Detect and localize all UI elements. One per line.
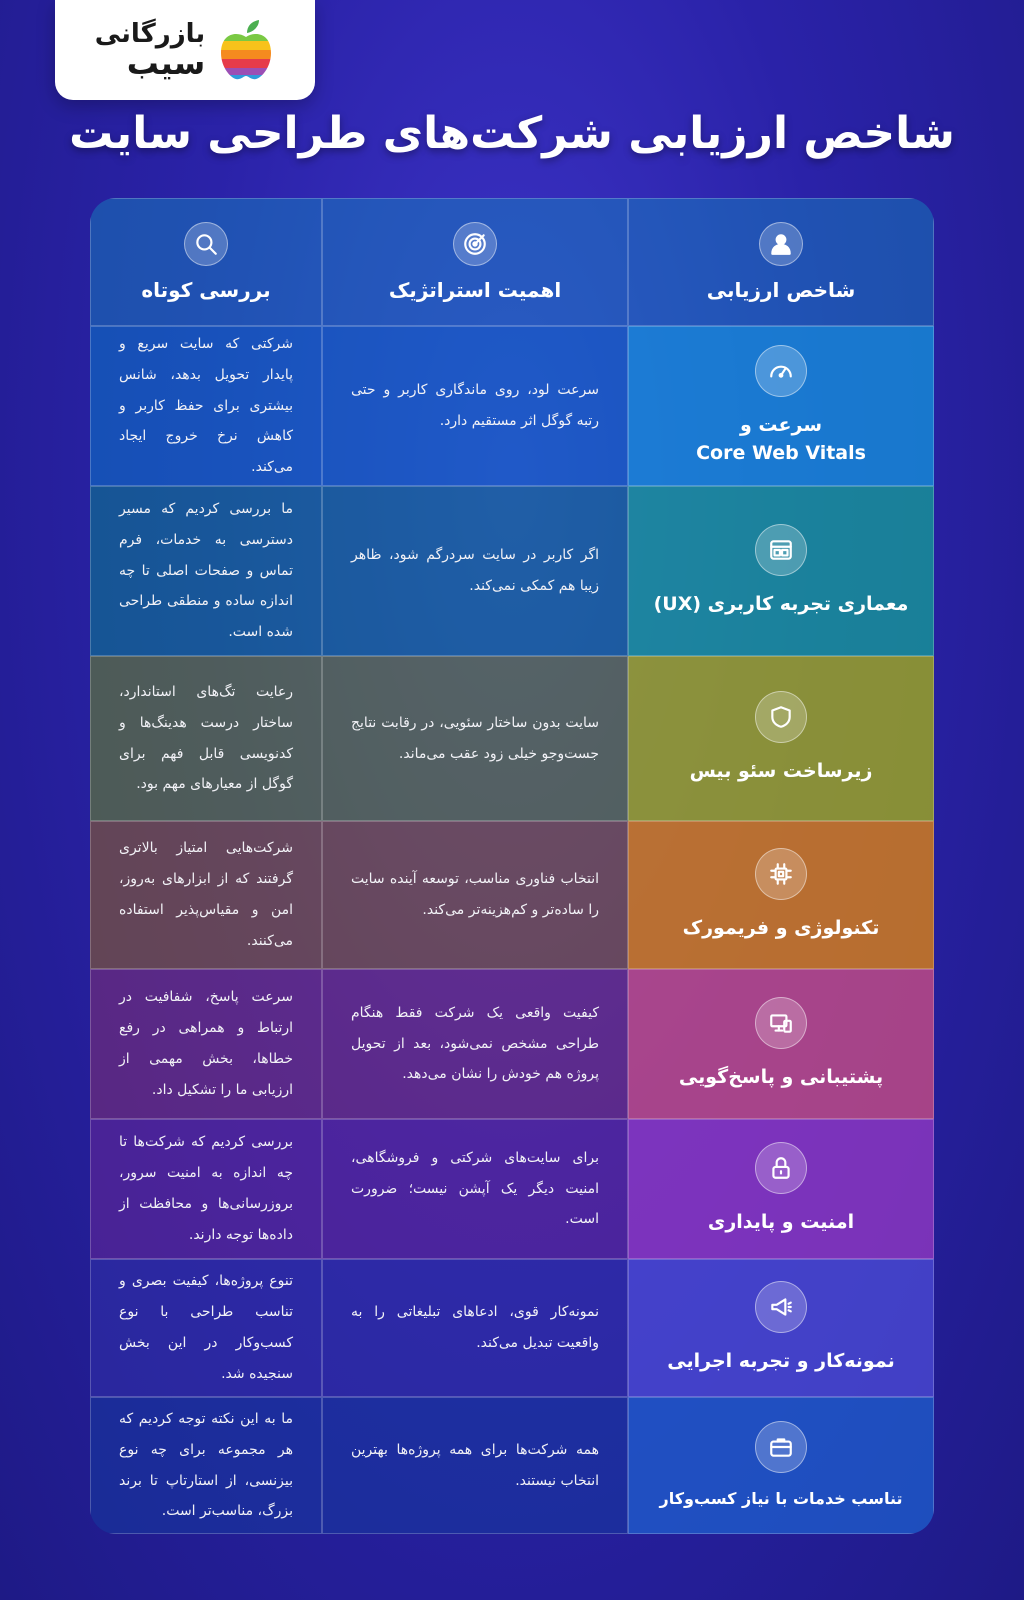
criterion-tech — [628, 821, 934, 969]
review-text: بررسی کردیم که شرکت‌ها تا چه اندازه به امنیت سرور، بروزرسانی‌ها و محافظت از داده‌ها توجه دارند. — [119, 1134, 293, 1243]
review-text: ما بررسی کردیم که مسیر دسترسی به خدمات، فرم تماس و صفحات اصلی تا چه اندازه ساده و منطقی طراحی شده است. — [119, 501, 293, 641]
importance-text: کیفیت واقعی یک شرکت فقط هنگام طراحی مشخص نمی‌شود، بعد از تحویل پروژه هم خودش را نشان می‌دهد. — [351, 1004, 599, 1083]
review-text: شرکت‌هایی امتیاز بالاتری گرفتند که از ابزارهای به‌روز، امن و مقیاس‌پذیر استفاده می‌کنند. — [119, 840, 293, 949]
brand-name-line2: سیب — [126, 44, 206, 82]
header-criterion-label: شاخص ارزیابی — [706, 278, 856, 302]
criterion-portfolio — [628, 1259, 934, 1397]
review-cell — [90, 1119, 322, 1259]
importance-text: سرعت لود، روی ماندگاری کاربر و حتی رتبه گوگل اثر مستقیم دارد. — [351, 382, 599, 429]
review-cell — [90, 656, 322, 821]
review-text: رعایت تگ‌های استاندارد، ساختار درست هدینگ‌ها و کدنویسی قابل فهم برای گوگل از معیارهای مهم بود. — [119, 683, 293, 793]
criterion-label: زیرساخت سئو بیس — [689, 760, 873, 783]
importance-cell — [322, 326, 628, 486]
criterion-security — [628, 1119, 934, 1259]
criterion-label: پشتیبانی و پاسخ‌گویی — [678, 1065, 884, 1088]
lock-icon — [755, 1142, 807, 1194]
page-title: شاخص ارزیابی شرکت‌های طراحی سایت — [69, 108, 955, 159]
header-review-label: بررسی کوتاه — [141, 278, 271, 302]
importance-cell — [322, 821, 628, 969]
criterion-label: سرعت و Core Web Vitals — [696, 413, 866, 464]
brand-name — [94, 19, 206, 82]
criterion-label: تناسب خدمات با نیاز کسب‌وکار — [659, 1488, 903, 1508]
review-cell — [90, 821, 322, 969]
chip-icon — [755, 848, 807, 900]
shield-icon — [755, 691, 807, 743]
header-importance-label: اهمیت استراتژیک — [388, 278, 562, 302]
review-cell — [90, 969, 322, 1119]
speedometer-icon — [755, 345, 807, 397]
review-text: سرعت پاسخ، شفافیت در ارتباط و همراهی در رفع خطاها، بخش مهمی از ارزیابی ما را تشکیل داد. — [119, 989, 293, 1098]
target-icon — [453, 222, 497, 266]
importance-text: برای سایت‌های شرکتی و فروشگاهی، امنیت دیگر یک آپشن نیست؛ ضرورت است. — [351, 1149, 599, 1228]
review-cell — [90, 1259, 322, 1397]
criterion-label: معماری تجربه کاربری (UX) — [653, 592, 909, 615]
header-importance — [322, 198, 628, 326]
megaphone-icon — [755, 1281, 807, 1333]
header-criterion — [628, 198, 934, 326]
criterion-ux — [628, 486, 934, 656]
criterion-label: نمونه‌کار و تجربه اجرایی — [667, 1349, 895, 1372]
review-text: تنوع پروژه‌ها، کیفیت بصری و تناسب طراحی با نوع کسب‌وکار در این بخش سنجیده شد. — [119, 1273, 293, 1382]
review-cell — [90, 1397, 322, 1534]
importance-cell — [322, 656, 628, 821]
importance-text: اگر کاربر در سایت سردرگم شود، ظاهر زیبا هم کمکی نمی‌کند. — [351, 547, 599, 594]
review-cell — [90, 326, 322, 486]
criterion-seo — [628, 656, 934, 821]
review-text: شرکتی که سایت سریع و پایدار تحویل بدهد، شانس بیشتری برای حفظ کاربر و کاهش نرخ خروج ایجاد می‌کند. — [119, 336, 293, 476]
criterion-speed — [628, 326, 934, 486]
header-review — [90, 198, 322, 326]
importance-text: سایت بدون ساختار سئویی، در رقابت نتایج جست‌وجو خیلی زود عقب می‌ماند. — [351, 714, 599, 762]
evaluation-table — [90, 198, 934, 1534]
brand-logo — [55, 0, 315, 100]
importance-text: نمونه‌کار قوی، ادعاهای تبلیغاتی را به واقعیت تبدیل می‌کند. — [351, 1304, 599, 1351]
review-text: ما به این نکته توجه کردیم که هر مجموعه برای چه نوع بیزنسی، از استارتاپ تا برند بزرگ، مناسب‌تر است. — [119, 1410, 293, 1520]
criterion-label: امنیت و پایداری — [707, 1210, 855, 1233]
user-icon — [759, 222, 803, 266]
brand-name-line1: بازرگانی — [94, 19, 206, 49]
layout-icon — [755, 524, 807, 576]
review-cell — [90, 486, 322, 656]
criterion-label: تکنولوژی و فریمورک — [682, 916, 880, 939]
apple-logo-icon — [217, 19, 275, 81]
importance-cell — [322, 969, 628, 1119]
importance-cell — [322, 1397, 628, 1534]
importance-cell — [322, 1119, 628, 1259]
briefcase-icon — [755, 1421, 807, 1473]
importance-text: همه شرکت‌ها برای همه پروژه‌ها بهترین انتخاب نیستند. — [351, 1441, 599, 1489]
importance-cell — [322, 486, 628, 656]
criterion-fit — [628, 1397, 934, 1534]
devices-icon — [755, 997, 807, 1049]
criterion-support — [628, 969, 934, 1119]
importance-text: انتخاب فناوری مناسب، توسعه آینده سایت را ساده‌تر و کم‌هزینه‌تر می‌کند. — [351, 871, 599, 918]
search-icon — [184, 222, 228, 266]
importance-cell — [322, 1259, 628, 1397]
